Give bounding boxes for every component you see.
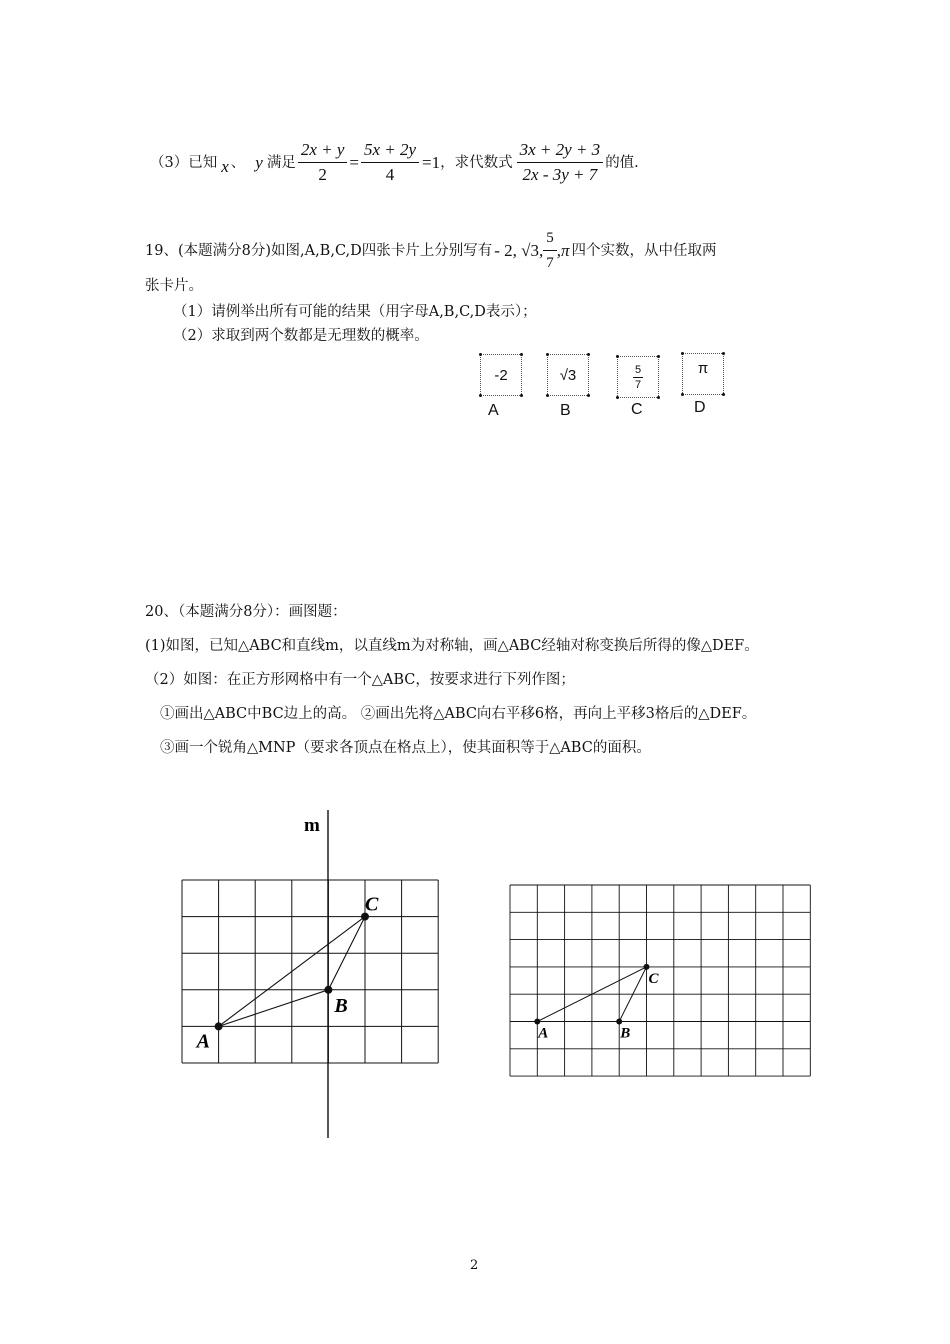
card-d-label: D: [694, 399, 706, 416]
card-c-label: C: [631, 401, 643, 418]
fig1-vertex-b: [324, 986, 332, 994]
q19-fraction-numerator: 5: [543, 228, 557, 251]
fig2-label-b: B: [620, 1025, 631, 1042]
fig2-grid: [510, 885, 810, 1076]
card-b: [547, 354, 589, 396]
fig1-label-b: B: [334, 994, 348, 1017]
q19-line1-b: 四个实数，从中任取两: [571, 242, 717, 259]
var-x: x: [221, 156, 229, 176]
fig1-grid: [182, 880, 438, 1063]
q20-p3: ①画出△ABC中BC边上的高。 ②画出先将△ABC向右平移6格，再向上平移3格后的△DEF。: [160, 706, 757, 722]
card-c-numerator: 5: [634, 363, 642, 376]
q19-numbers-b: ,π: [556, 240, 570, 260]
fig1-label-c: C: [365, 893, 379, 916]
card-c: [617, 356, 659, 398]
fig2-label-a: A: [538, 1025, 549, 1042]
fig1-line-m-label: m: [304, 815, 320, 836]
equals-2: =1: [422, 152, 441, 172]
card-a-label: A: [488, 402, 499, 419]
fraction-3: [517, 140, 604, 185]
q19-sub2: （2）求取到两个数都是无理数的概率。: [173, 328, 429, 344]
q18-part3: [150, 140, 639, 185]
fig2-label-c: C: [648, 970, 659, 987]
q19-fraction-denominator: 7: [546, 255, 554, 271]
card-b-label: B: [560, 402, 571, 419]
fraction-1-numerator: 2x + y: [298, 140, 348, 163]
equals-1: =: [349, 152, 359, 172]
q19-line2: 张卡片。: [145, 278, 203, 294]
page-number: 2: [470, 1258, 479, 1273]
card-c-fraction: [633, 364, 643, 391]
q18-prefix: （3）已知: [150, 154, 218, 171]
q19-fraction: [543, 228, 557, 273]
fig1-vertex-a: [215, 1022, 223, 1030]
fraction-3-denominator: 2x - 3y + 7: [522, 165, 598, 184]
q19-numbers-a: - 2, √3,: [494, 240, 544, 260]
q18-mid: ，求代数式: [440, 154, 513, 171]
var-y: y: [255, 152, 263, 172]
figure-1-reflection-grid: [170, 805, 460, 1145]
fig1-label-a: A: [196, 1030, 210, 1053]
card-b-value: √3: [559, 366, 577, 384]
card-a: [480, 354, 522, 396]
fraction-2-denominator: 4: [385, 165, 395, 184]
q20-p1: (1)如图，已知△ABC和直线m，以直线m为对称轴，画△ABC经轴对称变换后所得的像△DEF。: [145, 638, 759, 654]
q20-title: 20、（本题满分8分）：画图题：: [145, 604, 347, 620]
q19-line1-a: 19、(本题满分8分)如图,A,B,C,D四张卡片上分别写有: [145, 242, 493, 259]
q20-p4: ③画一个锐角△MNP（要求各顶点在格点上），使其面积等于△ABC的面积。: [160, 740, 651, 756]
card-a-value: -2: [494, 366, 508, 384]
q18-satisfy: 满足: [266, 154, 296, 171]
fraction-2-numerator: 5x + 2y: [361, 140, 419, 163]
card-d-value: π: [697, 360, 709, 377]
q19-sub1: （1）请例举出所有可能的结果（用字母A,B,C,D表示）；: [173, 304, 537, 320]
q18-sep: 、: [230, 154, 246, 171]
fig2-vertex-b: [616, 1019, 622, 1025]
fraction-3-numerator: 3x + 2y + 3: [517, 140, 604, 163]
fraction-1-denominator: 2: [318, 165, 327, 184]
card-d: [682, 353, 724, 395]
fig2-vertex-a: [534, 1019, 540, 1025]
q18-suffix: 的值.: [605, 154, 639, 171]
fig2-vertex-c: [644, 964, 650, 970]
q20-p2: （2）如图：在正方形网格中有一个△ABC，按要求进行下列作图；: [145, 672, 575, 688]
card-c-denominator: 7: [634, 378, 642, 391]
figure-2-square-grid: [505, 880, 820, 1080]
fraction-2: [361, 140, 419, 185]
q19-line1: [145, 228, 717, 273]
fraction-1: [298, 140, 348, 185]
